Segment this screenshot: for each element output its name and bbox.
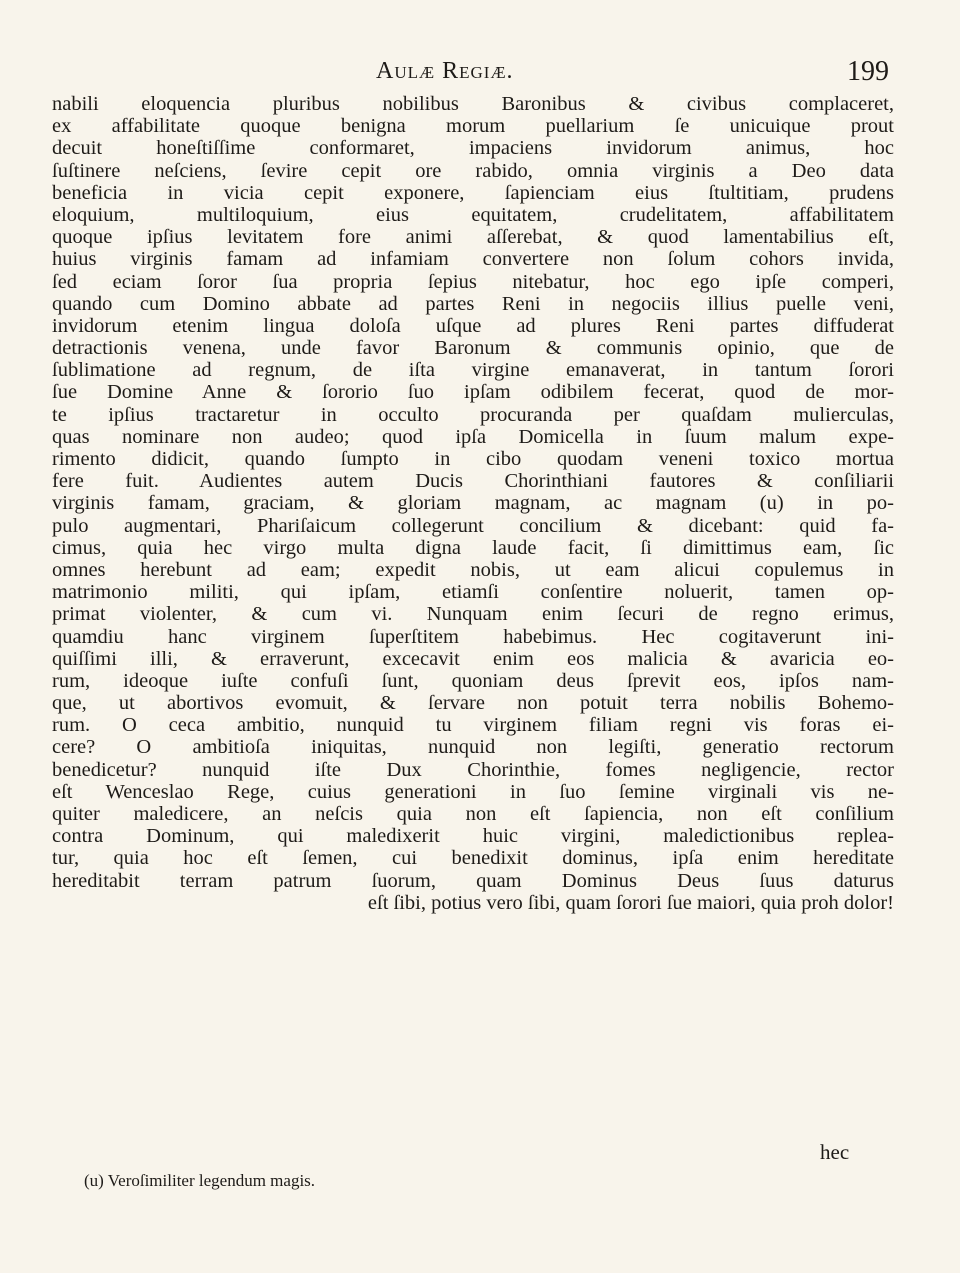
text-line: ex affabilitate quoque benigna morum puellarium ſe unicuique prout xyxy=(52,115,894,138)
text-line: huius virginis famam ad infamiam convertere non ſolum cohors invida, xyxy=(52,248,894,271)
text-line: omnes herebunt ad eam; expedit nobis, ut eam alicui copulemus in xyxy=(52,558,894,581)
text-line: quiter maledicere, an neſcis quia non eſt ſapiencia, non eſt conſilium xyxy=(52,803,894,825)
text-line: matrimonio militi, qui ipſam, etiamſi conſentire noluerit, tamen op- xyxy=(52,581,894,604)
text-line: fere fuit. Audientes autem Ducis Chorinthiani fautores & conſiliarii xyxy=(52,470,894,493)
text-line: hereditabit terram patrum ſuorum, quam Dominus Deus ſuus daturus xyxy=(52,869,894,892)
text-line: primat violenter, & cum vi. Nunquam enim ſecuri de regno erimus, xyxy=(52,603,894,626)
text-line: contra Dominum, qui maledixerit huic virgini, maledictionibus replea- xyxy=(52,825,894,848)
text-line: beneficia in vicia cepit exponere, ſapienciam eius ſtultitiam, prudens xyxy=(52,181,894,204)
text-line: virginis famam, graciam, & gloriam magnam, ac magnam (u) in po- xyxy=(52,492,894,515)
text-line: invidorum etenim lingua doloſa uſque ad plures Reni partes diffuderat xyxy=(52,314,894,337)
text-line: eloquium, multiloquium, eius equitatem, crudelitatem, affabilitatem xyxy=(52,203,894,226)
text-line: decuit honeſtiſſime conformaret, impaciens invidorum animus, hoc xyxy=(52,137,894,160)
footnote: (u) Veroſimiliter legendum magis. xyxy=(84,1171,316,1190)
text-line: eſt Wenceslao Rege, cuius generationi in ſuo ſemine virginali vis ne- xyxy=(52,780,894,803)
catchword: hec xyxy=(820,1140,850,1164)
body-text xyxy=(52,93,894,914)
text-line: te ipſius tractaretur in occulto procuranda per quaſdam mulierculas, xyxy=(52,403,894,426)
text-line: ſue Domine Anne & ſororio ſuo ipſam odibilem fecerat, quod de mor- xyxy=(52,381,894,404)
text-line: quas nominare non audeo; quod ipſa Domicella in ſuum malum expe- xyxy=(52,425,894,448)
running-title: Aulæ Regiæ. xyxy=(376,58,514,84)
text-line: benedicetur? nunquid iſte Dux Chorinthie, fomes negligencie, rector xyxy=(52,758,894,781)
text-line: pulo augmentari, Phariſaicum collegerunt concilium & dicebant: quid fa- xyxy=(52,514,894,537)
text-line: rum. O ceca ambitio, nunquid tu virginem filiam regni vis foras ei- xyxy=(52,714,894,737)
text-line: quiſſimi illi, & erraverunt, excecavit enim eos malicia & avaricia eo- xyxy=(52,647,894,670)
text-line: rum, ideoque iuſte confuſi ſunt, quoniam deus ſprevit eos, ipſos nam- xyxy=(52,669,894,692)
text-line: quando cum Domino abbate ad partes Reni in negociis illius puelle veni, xyxy=(52,292,894,315)
text-line: cere? O ambitioſa iniquitas, nunquid non legiſti, generatio rectorum xyxy=(52,736,894,759)
page-number: 199 xyxy=(847,56,889,87)
text-line: quamdiu hanc virginem ſuperſtitem habebimus. Hec cogitaverunt ini- xyxy=(52,625,894,648)
text-line: detractionis venena, unde favor Baronum & communis opinio, que de xyxy=(52,337,894,360)
text-line: rimento didicit, quando ſumpto in cibo quodam veneni toxico mortua xyxy=(52,448,894,470)
text-line: tur, quia hoc eſt ſemen, cui benedixit dominus, ipſa enim hereditate xyxy=(52,847,894,870)
text-line: ſuſtinere neſciens, ſevire cepit ore rabido, omnia virginis a Deo data xyxy=(52,159,894,182)
text-line: ſed eciam ſoror ſua propria ſepius nitebatur, hoc ego ipſe comperi, xyxy=(52,270,894,293)
text-line: que, ut abortivos evomuit, & ſervare non potuit terra nobilis Bohemo- xyxy=(52,692,894,715)
text-line: quoque ipſius levitatem fore animi aſſerebat, & quod lamentabilius eſt, xyxy=(52,226,894,249)
text-line: nabili eloquencia pluribus nobilibus Baronibus & civibus complaceret, xyxy=(52,93,894,115)
text-line: ſublimatione ad regnum, de iſta virgine emanaverat, in tantum ſorori xyxy=(52,359,894,382)
text-line: cimus, quia hec virgo multa digna laude facit, ſi dimittimus eam, ſic xyxy=(52,536,894,559)
running-head xyxy=(0,56,960,92)
text-line: eſt ſibi, potius vero ſibi, quam ſorori ſue maiori, quia proh dolor! xyxy=(367,891,894,914)
